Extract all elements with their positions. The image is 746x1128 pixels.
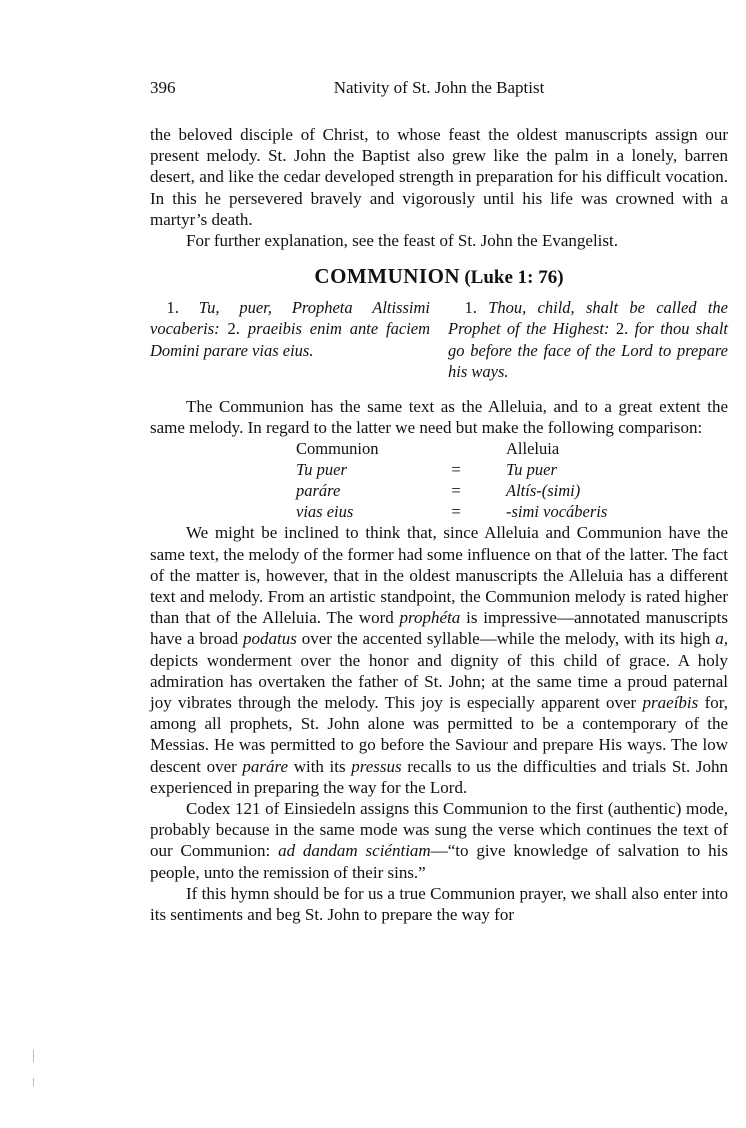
communion-text-paragraph: The Communion has the same text as the Alleluia, and to a great extent the same melody. In regard to the latter we need but make the following comparison: [150, 397, 728, 438]
emphasis-note-a: a, [715, 629, 728, 649]
comparison-header-alleluia: Alleluia [506, 439, 560, 459]
emphasis-pressus: pressus [351, 756, 402, 776]
scan-margin-mark [33, 1050, 34, 1062]
text-run: is impressive—annotated manuscripts have a broad [150, 608, 728, 649]
scan-margin-mark [33, 1078, 34, 1086]
verse-number: 2. [227, 319, 240, 339]
comparison-left: vias eius [296, 502, 354, 522]
emphasis-parare: paráre [242, 756, 289, 776]
final-paragraph: If this hymn should be for us a true Communion prayer, we shall also enter into its sentiments and beg St. John to prepare the way for [150, 883, 728, 925]
comparison-header-communion: Communion [296, 439, 379, 459]
equals-sign: = [451, 502, 461, 522]
page-header [150, 78, 728, 102]
intro-paragraph: the beloved disciple of Christ, to whose feast the oldest manuscripts assign our present melody. St. John the Baptist also grew like the palm in a lonely, barren desert, and like the cedar developed strength in preparation for his difficult vocation. In this he persevered bravely and vigorously until his life was crowned with a martyr’s death. [150, 125, 728, 229]
emphasis-praeibis: praeíbis [642, 693, 699, 713]
parallel-texts [150, 297, 728, 382]
english-verse-1: Thou, child, shalt be called the Prophet of the Highest: [448, 298, 729, 339]
english-text-column [448, 297, 728, 382]
section-reference: (Luke 1: 76) [464, 267, 564, 289]
comparison-row [296, 459, 666, 480]
comparison-right: Tu puer [506, 460, 557, 480]
emphasis-podatus: podatus [243, 629, 297, 649]
text-run: recalls to us the difficulties and trials St. John experienced in preparing the way for the Lord. [150, 756, 728, 797]
section-heading [150, 264, 728, 289]
text-run: —“to give knowledge of salvation to his people, unto the remission of their sins.” [150, 841, 728, 882]
emphasis-prophéta: prophéta [399, 608, 461, 628]
emphasis-ad-dandam: ad dandam sciéntiam [278, 841, 431, 861]
melody-paragraph [150, 522, 728, 798]
text-run: for, among all prophets, St. John alone was permitted to be a contemporary of the Messias. He was permitted to go before the Saviour and prepare His ways. The low descent over [150, 693, 728, 776]
text-run: over the accented syllable—while the melody, with its high [296, 629, 716, 649]
further-explanation-paragraph: For further explanation, see the feast of St. John the Evangelist. [186, 231, 618, 251]
verse-number: 2. [615, 319, 629, 339]
running-head: Nativity of St. John the Baptist [333, 78, 545, 97]
latin-verse-2: praeibis enim ante faciem Domini parare vias eius. [150, 319, 431, 360]
text-run: We might be inclined to think that, since Alleluia and Communion have the same text, the melody of the former had some influence on that of the latter. The fact of the matter is, however, that in the oldest manuscripts the Alleluia has a different text and melody. From an artistic standpoint, the Communion melody is rated higher than that of the Alleluia. The word [150, 523, 728, 628]
verse-number: 1. [464, 298, 477, 318]
verse-number: 1. [166, 298, 179, 318]
comparison-right: -simi vocáberis [506, 502, 608, 522]
comparison-left: Tu puer [296, 460, 347, 480]
equals-sign: = [451, 460, 461, 480]
comparison-row [296, 480, 666, 501]
english-verse-2: for thou shalt go before the face of the Lord to prepare his ways. [448, 319, 729, 381]
text-run: with its [288, 756, 352, 776]
page-number: 396 [150, 78, 176, 97]
comparison-row [296, 501, 666, 522]
text-run: Codex 121 of Einsiedeln assigns this Communion to the first (authentic) mode, probably because in the same mode was sung the verse which continues the text of our Communion: [150, 799, 728, 861]
comparison-right: Altís-(simi) [506, 481, 581, 501]
book-page [150, 78, 728, 925]
latin-verse-1: Tu, puer, Propheta Altissimi vocaberis: [150, 298, 430, 339]
equals-sign: = [451, 481, 461, 501]
comparison-table [296, 438, 666, 522]
section-title: COMMUNION [314, 264, 461, 289]
latin-text-column [150, 297, 430, 382]
comparison-header-row [296, 438, 666, 459]
page-body [150, 124, 728, 925]
codex-paragraph [150, 798, 728, 883]
comparison-left: paráre [296, 481, 341, 501]
text-run: depicts wonderment over the honor and dignity of this child of grace. A holy admiration has overtaken the father of St. John; at the same time a proud paternal joy vibrates through the melody. This joy is especially apparent over [150, 650, 728, 713]
